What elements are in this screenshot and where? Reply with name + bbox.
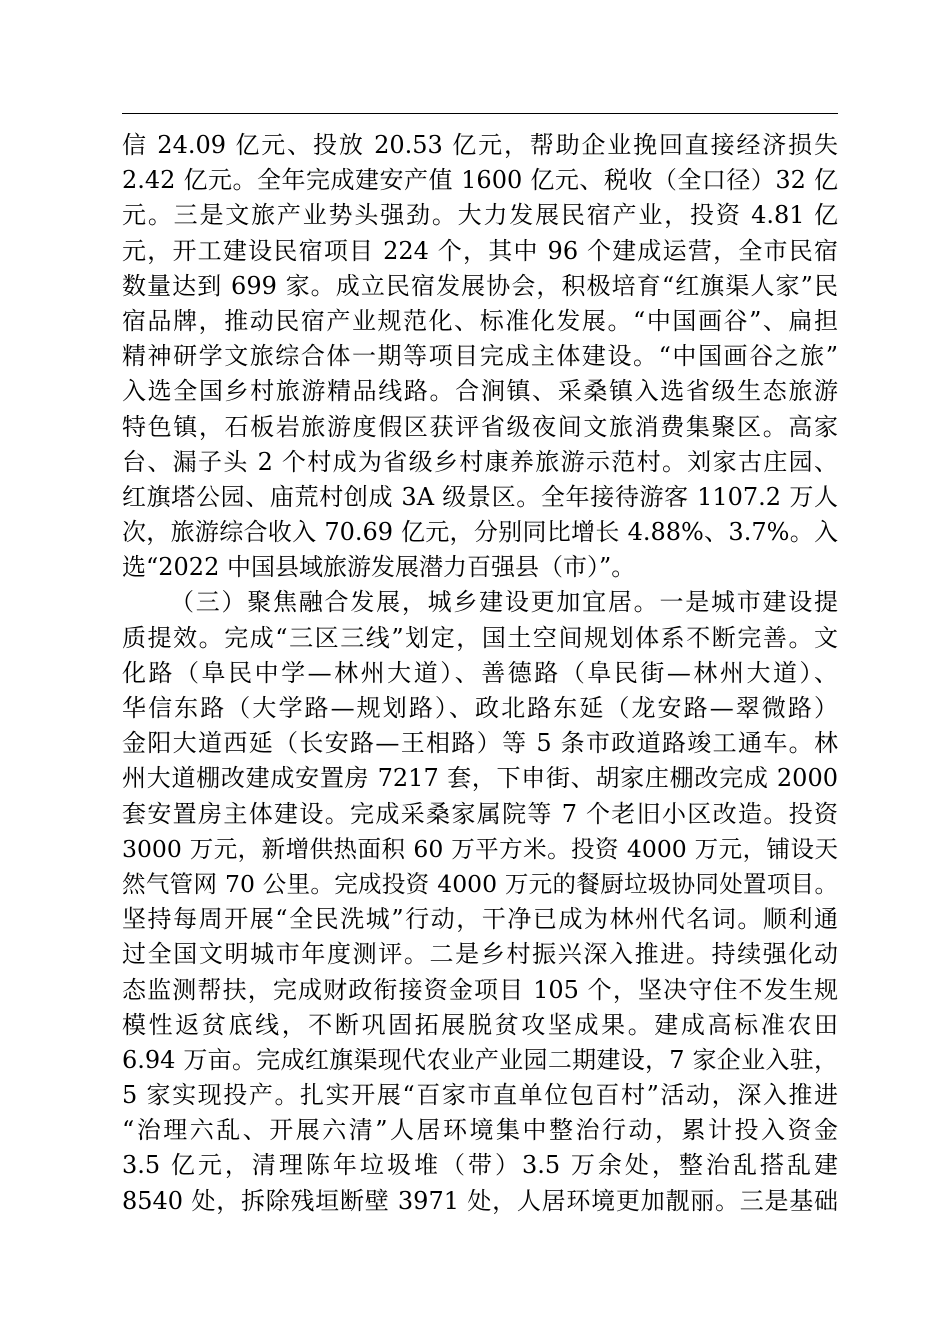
text-line: 州大道棚改建成安置房 7217 套，下申街、胡家庄棚改完成 2000	[122, 764, 838, 793]
text-line: 态监测帮扶，完成财政衔接资金项目 105 个，坚决守住不发生规	[122, 975, 838, 1004]
text-line: 然气管网 70 公里。完成投资 4000 万元的餐厨垃圾协同处置项目。	[122, 869, 838, 898]
text-line: 6.94 万亩。完成红旗渠现代农业产业园二期建设，7 家企业入驻，	[122, 1045, 838, 1074]
text-line: 质提效。完成“三区三线”划定，国土空间规划体系不断完善。文	[122, 623, 838, 652]
text-line: 台、漏子头 2 个村成为省级乡村康养旅游示范村。刘家古庄园、	[122, 447, 838, 476]
text-line: 元，开工建设民宿项目 224 个，其中 96 个建成运营，全市民宿	[122, 236, 838, 265]
text-line: 元。三是文旅产业势头强劲。大力发展民宿产业，投资 4.81 亿	[122, 201, 838, 230]
text-line: 模性返贫底线，不断巩固拓展脱贫攻坚成果。建成高标准农田	[122, 1010, 838, 1039]
text-line: 金阳大道西延（长安路—王相路）等 5 条市政道路竣工通车。林	[122, 729, 838, 758]
text-line: 特色镇，石板岩旅游度假区获评省级夜间文旅消费集聚区。高家	[122, 412, 838, 441]
text-line: 信 24.09 亿元、投放 20.53 亿元，帮助企业挽回直接经济损失	[122, 131, 838, 159]
text-line: “治理六乱、开展六清”人居环境集中整治行动，累计投入资金	[122, 1116, 838, 1145]
text-line: 8540 处，拆除残垣断壁 3971 处，人居环境更加靓丽。三是基础	[122, 1186, 838, 1215]
header-rule	[122, 113, 838, 114]
text-line: 华信东路（大学路—规划路）、政北路东延（龙安路—翠微路）	[122, 694, 838, 722]
text-line: 5 家实现投产。扎实开展“百家市直单位包百村”活动，深入推进	[122, 1081, 838, 1110]
text-line: 套安置房主体建设。完成采桑家属院等 7 个老旧小区改造。投资	[122, 799, 838, 828]
text-line: 3000 万元，新增供热面积 60 万平方米。投资 4000 万元，铺设天	[122, 834, 838, 863]
text-line: 数量达到 699 家。成立民宿发展协会，积极培育“红旗渠人家”民	[122, 271, 838, 300]
text-line: 入选全国乡村旅游精品线路。合涧镇、采桑镇入选省级生态旅游	[122, 377, 838, 406]
text-line: 过全国文明城市年度测评。二是乡村振兴深入推进。持续强化动	[122, 940, 838, 969]
text-line: 宿品牌，推动民宿产业规范化、标准化发展。“中国画谷”、扁担	[122, 306, 838, 335]
text-line: 化路（阜民中学—林州大道）、善德路（阜民街—林州大道）、	[122, 658, 838, 687]
text-line: 精神研学文旅综合体一期等项目完成主体建设。“中国画谷之旅”	[122, 342, 838, 371]
text-line: 坚持每周开展“全民洗城”行动，干净已成为林州代名词。顺利通	[122, 905, 838, 934]
text-line: 2.42 亿元。全年完成建安产值 1600 亿元、税收（全口径）32 亿	[122, 166, 838, 195]
section-heading-line: （三）聚焦融合发展，城乡建设更加宜居。一是城市建设提	[170, 588, 838, 617]
paragraph-end-line: 选“2022 中国县域旅游发展潜力百强县（市）”。	[122, 553, 636, 582]
text-line: 红旗塔公园、庙荒村创成 3A 级景区。全年接待游客 1107.2 万人	[122, 482, 838, 511]
text-line: 次，旅游综合收入 70.69 亿元，分别同比增长 4.88%、3.7%。入	[122, 518, 838, 547]
body-text	[122, 128, 838, 1219]
text-line: 3.5 亿元，清理陈年垃圾堆（带）3.5 万余处，整治乱搭乱建	[122, 1151, 838, 1180]
